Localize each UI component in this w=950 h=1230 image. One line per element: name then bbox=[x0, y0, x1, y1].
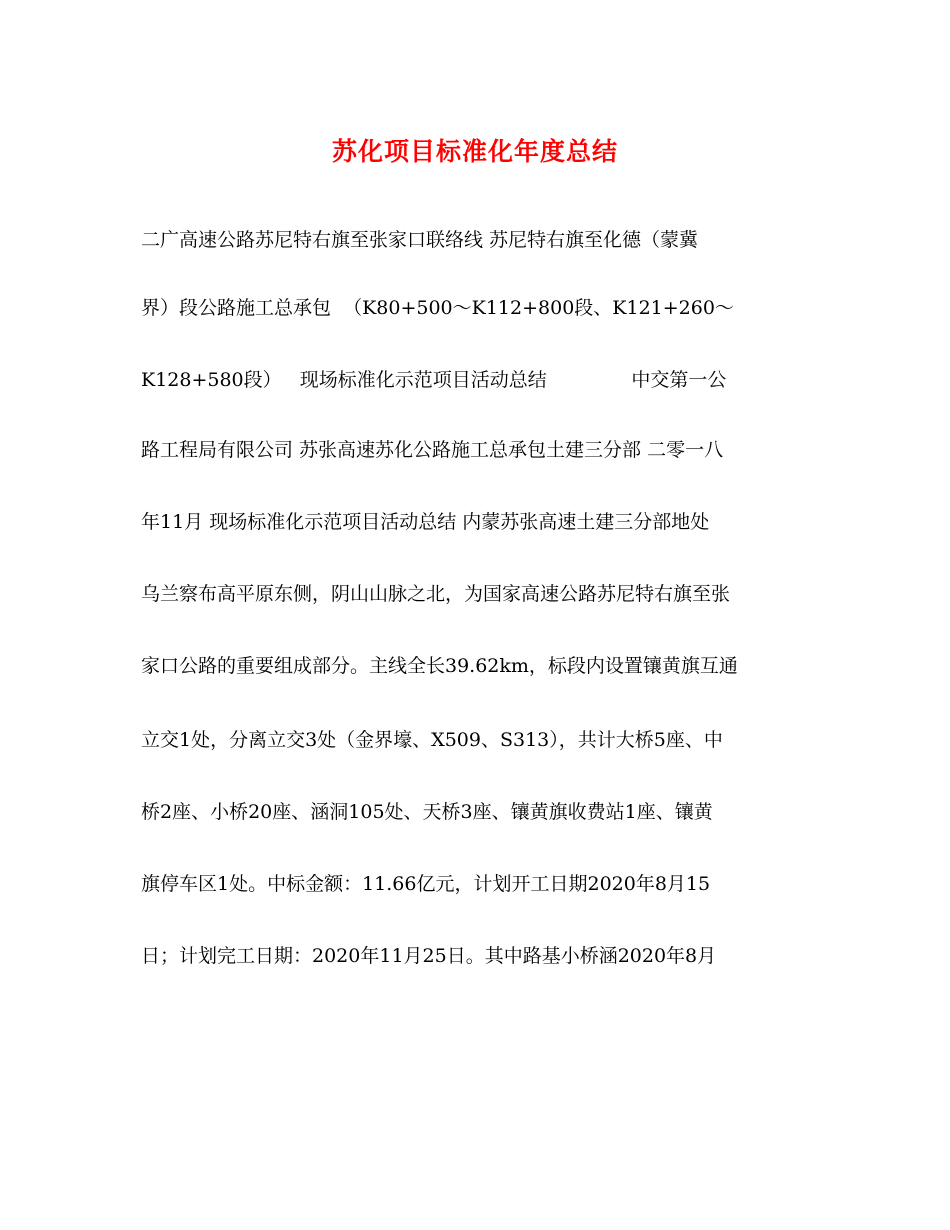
body-line-6: 乌兰察布高平原东侧，阴山山脉之北，为国家高速公路苏尼特右旗至张 bbox=[141, 583, 731, 605]
body-line-5: 年11月 现场标准化示范项目活动总结 内蒙苏张高速土建三分部地处 bbox=[141, 511, 710, 533]
body-line-3: K128+580段） 现场标准化示范项目活动总结 中交第一公 bbox=[141, 369, 727, 391]
body-line-1: 二广高速公路苏尼特右旗至张家口联络线 苏尼特右旗至化德（蒙冀 bbox=[141, 229, 699, 251]
body-line-2: 界）段公路施工总承包 （K80+500～K112+800段、K121+260～ bbox=[141, 297, 734, 319]
body-line-10: 旗停车区1处。中标金额：11.66亿元，计划开工日期2020年8月15 bbox=[141, 873, 711, 895]
body-line-11: 日；计划完工日期：2020年11月25日。其中路基小桥涵2020年8月 bbox=[141, 945, 717, 967]
body-line-4: 路工程局有限公司 苏张高速苏化公路施工总承包土建三分部 二零一八 bbox=[141, 439, 724, 461]
body-line-7: 家口公路的重要组成部分。主线全长39.62km，标段内设置镶黄旗互通 bbox=[141, 655, 738, 677]
document-title: 苏化项目标准化年度总结 bbox=[331, 137, 618, 166]
body-line-8: 立交1处，分离立交3处（金界壕、X509、S313），共计大桥5座、中 bbox=[141, 729, 723, 751]
body-line-9: 桥2座、小桥20座、涵洞105处、天桥3座、镶黄旗收费站1座、镶黄 bbox=[141, 801, 713, 823]
